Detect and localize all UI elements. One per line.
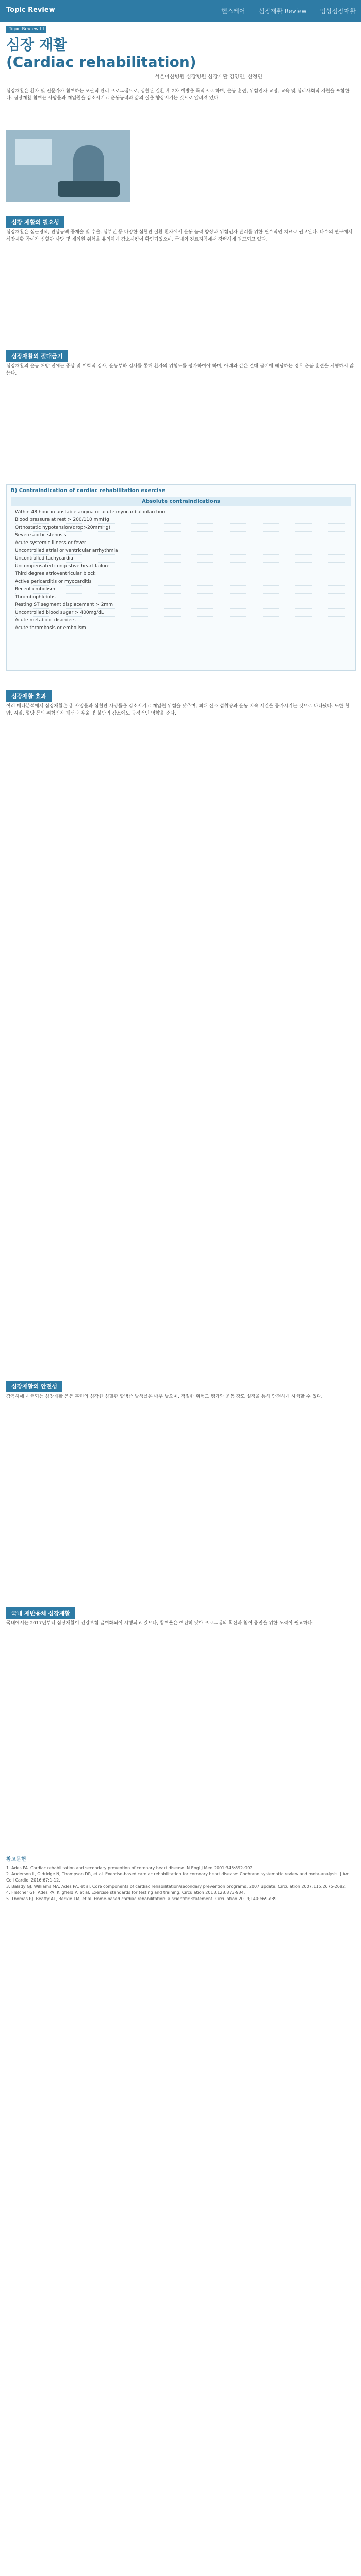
reference-item: 3. Balady GJ, Williams MA, Ades PA, et al. Core components of cardiac rehabilitation/secondary prevention programs: 2007 update. Circulation 2007;115:2675-2682. <box>6 1884 347 1889</box>
authors: 서울아산병원 심장병원 심장재활 김영민, 한정민 <box>155 74 263 80</box>
table-row: Acute systemic illness or fever <box>15 539 347 547</box>
contraindication-table <box>6 484 356 671</box>
section-heading: 국내 재반응체 심장재활 <box>6 1607 75 1619</box>
table-row: Active pericarditis or myocarditis <box>15 578 347 586</box>
nav-item[interactable]: 임상심장재활 <box>320 8 356 15</box>
rehab-photo <box>6 130 130 202</box>
table-row: Uncontrolled atrial or ventricular arrhythmia <box>15 547 347 555</box>
section-heading: 심장재활 효과 <box>6 690 52 702</box>
title-korean: 심장 재활 <box>6 36 67 53</box>
table-header: Absolute contraindications <box>11 497 351 506</box>
section-heading: 심장 재활의 필요성 <box>6 216 64 228</box>
section-heading: 심장재활의 안전성 <box>6 1381 62 1392</box>
table-row: Thrombophlebitis <box>15 594 347 601</box>
nav-item[interactable]: 심장재활 Review <box>258 8 307 15</box>
section-body: 심장재활은 심근경색, 관상동맥 중재술 및 수술, 심부전 등 다양한 심혈관 질환 환자에서 운동 능력 향상과 위험인자 관리를 위한 필수적인 치료로 권고된다. 다수의 연구에서 심장재활 참여가 심혈관 사망 및 재입원 위험을 유의하게 감소시킴이 확인되었으며, 국내외 진료지침에서 강력하게 권고되고 있다. <box>6 230 353 242</box>
table-row: Acute thrombosis or embolism <box>15 624 347 632</box>
table-row: Severe aortic stenosis <box>15 532 347 539</box>
monitor-screen <box>15 139 52 165</box>
header-nav <box>221 7 356 15</box>
reference-item: 4. Fletcher GF, Ades PA, Kligfield P, et al. Exercise standards for testing and training. Circulation 2013;128:873-934. <box>6 1890 245 1895</box>
section-heading: 심장재활의 절대금기 <box>6 350 68 362</box>
section-body: 심장재활의 운동 처방 전에는 증상 및 이학적 검사, 운동부하 검사를 통해 환자의 위험도를 평가하여야 하며, 아래와 같은 절대 금기에 해당하는 경우 운동 훈련을 시행하지 않는다. <box>6 364 354 376</box>
top-bar <box>0 0 361 22</box>
reference-item: 1. Ades PA. Cardiac rehabilitation and secondary prevention of coronary heart disease. N Engl J Med 2001;345:892-902. <box>6 1866 254 1870</box>
table-row: Within 48 hour in unstable angina or acute myocardial infarction <box>15 509 347 516</box>
table-row: Acute metabolic disorders <box>15 617 347 624</box>
section-body: 감독하에 시행되는 심장재활 운동 훈련의 심각한 심혈관 합병증 발생률은 매우 낮으며, 적절한 위험도 평가와 운동 강도 설정을 통해 안전하게 시행할 수 있다. <box>6 1394 323 1399</box>
section-body: 여러 메타분석에서 심장재활은 총 사망률과 심혈관 사망률을 감소시키고 재입원 위험을 낮추며, 최대 산소 섭취량과 운동 지속 시간을 증가시키는 것으로 나타났다. 또한 혈압, 지질, 혈당 등의 위험인자 개선과 우울 및 불안의 감소에도 긍정적인 영향을 준다. <box>6 704 350 716</box>
table-row: Uncompensated congestive heart failure <box>15 563 347 570</box>
table-rows <box>7 506 355 634</box>
page-title <box>6 36 196 71</box>
table-row: Uncontrolled tachycardia <box>15 555 347 563</box>
abstract-text: 심장재활은 환자 및 전문가가 참여하는 포괄적 관리 프로그램으로, 심혈관 질환 후 2차 예방을 목적으로 하며, 운동 훈련, 위험인자 교정, 교육 및 심리사회적 지원을 포함한다. 심장재활 참여는 사망률과 재입원을 감소시키고 운동능력과 삶의 질을 향상시키는 것으로 알려져 있다. <box>6 89 350 101</box>
table-row: Recent embolism <box>15 586 347 594</box>
section-body: 국내에서는 2017년부터 심장재활이 건강보험 급여화되어 시행되고 있으나, 참여율은 여전히 낮아 프로그램의 확산과 참여 증진을 위한 노력이 필요하다. <box>6 1621 314 1626</box>
header-label: Topic Review <box>6 6 55 14</box>
exercise-bike <box>58 181 120 197</box>
table-row: Uncontrolled blood sugar > 400mg/dL <box>15 609 347 617</box>
table-row: Resting ST segment displacement > 2mm <box>15 601 347 609</box>
title-english: (Cardiac rehabilitation) <box>6 54 196 71</box>
nav-item[interactable]: 헬스케어 <box>221 8 245 15</box>
references-list <box>6 1865 355 1902</box>
reference-item: 2. Anderson L, Oldridge N, Thompson DR, et al. Exercise-based cardiac rehabilitation for coronary heart disease: Cochrane systematic review and meta-analysis. J Am Coll Cardiol 2016;67:1-12. <box>6 1872 350 1883</box>
table-title: B) Contraindication of cardiac rehabilitation exercise <box>11 488 166 494</box>
section-badge: Topic Review III <box>6 26 46 33</box>
references-title: 참고문헌 <box>6 1857 26 1862</box>
table-row: Orthostatic hypotension(drop>20mmHg) <box>15 524 347 532</box>
table-row: Third degree atrioventricular block <box>15 570 347 578</box>
table-row: Blood pressure at rest > 200/110 mmHg <box>15 516 347 524</box>
reference-item: 5. Thomas RJ, Beatty AL, Beckie TM, et al. Home-based cardiac rehabilitation: a scientific statement. Circulation 2019;140:e69-e89. <box>6 1896 278 1901</box>
